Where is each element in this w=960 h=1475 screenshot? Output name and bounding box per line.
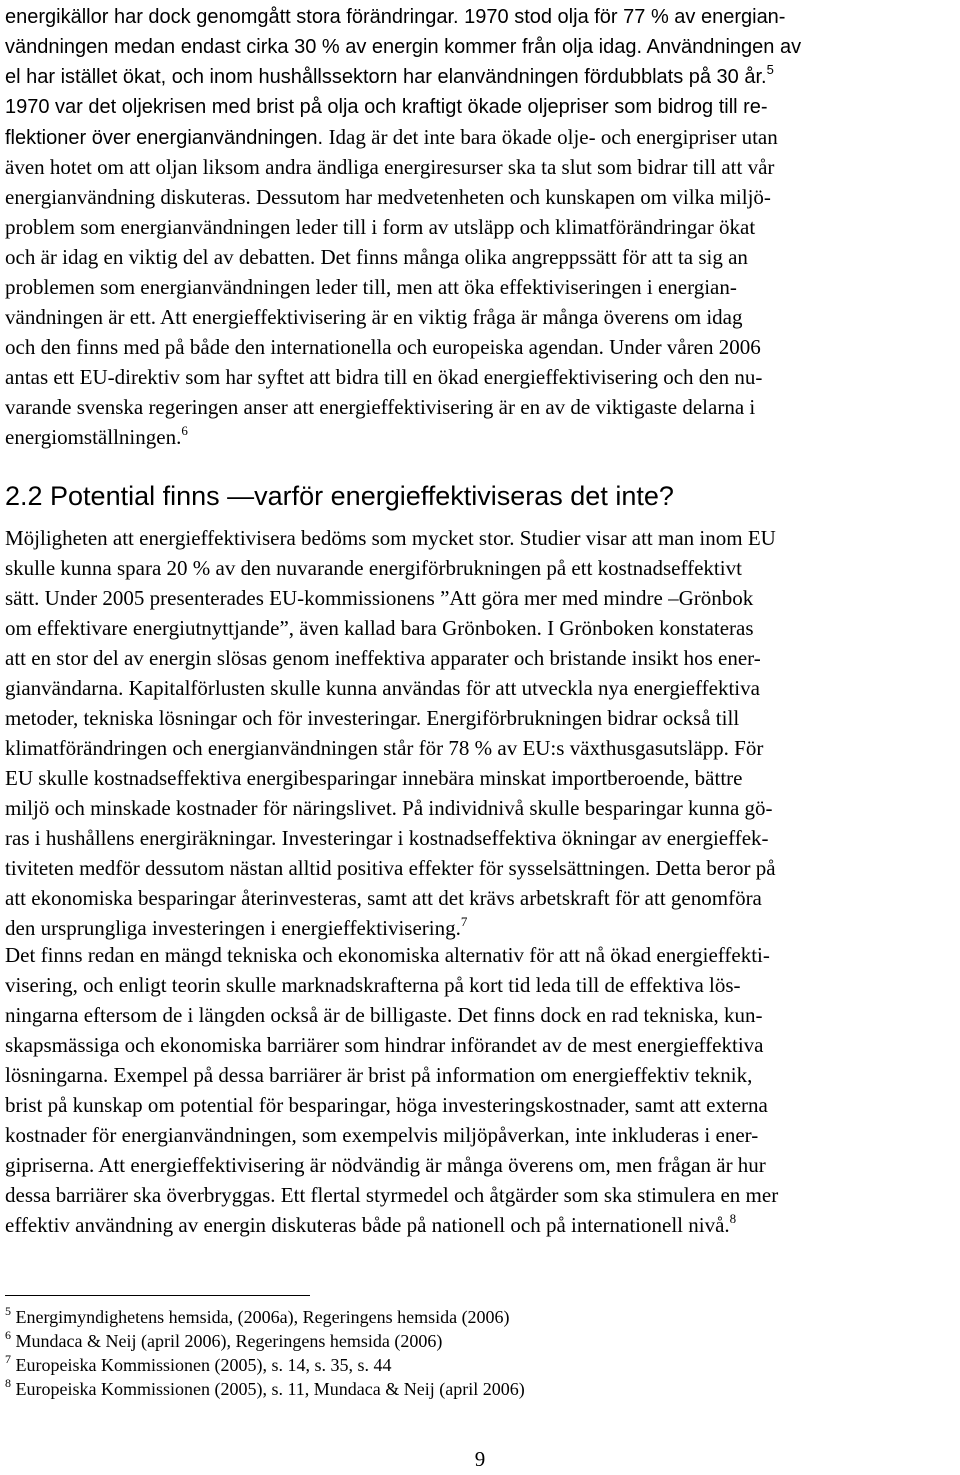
footnotes [5,1305,960,1401]
footnote-text: Europeiska Kommissionen (2005), s. 14, s. 35, s. 44 [15,1355,392,1375]
text-line: varande svenska regeringen anser att energieffektivisering är en av de viktigaste delarna i [5,395,756,419]
section-paragraph [5,523,960,943]
footnote-number: 8 [5,1376,11,1390]
text-line: brist på kunskap om potential för besparingar, höga investeringskostnader, samt att externa [5,1093,768,1117]
text-line [5,422,960,452]
footnote [5,1305,960,1329]
section-heading: 2.2 Potential finns —varför energieffektiviseras det inte? [5,481,674,511]
text-line: sätt. Under 2005 presenterades EU-kommissionens ”Att göra mer med mindre –Grönbok [5,586,754,610]
text-line: klimatförändringen och energianvändningen står för 78 % av EU:s växthusgasutsläpp. För [5,736,764,760]
footnote-text: Europeiska Kommissionen (2005), s. 11, Mundaca & Neij (april 2006) [15,1379,525,1399]
text-line: vändningen är ett. Att energieffektivisering är en viktig fråga är många överens om idag [5,305,743,329]
text-line: skulle kunna spara 20 % av den nuvarande energiförbrukningen på ett kostnadseffektivt [5,556,742,580]
text-segment: effektiv användning av energin diskuteras både på nationell och på internationell nivå. [5,1213,730,1237]
text-line: att ekonomiska besparingar återinvesteras, samt att det krävs arbetskraft för att genomföra [5,886,762,910]
text-line [5,62,960,92]
text-line: och är idag en viktig del av debatten. Det finns många olika angreppssätt för att ta sig an [5,245,748,269]
text-line: dessa barriärer ska överbryggas. Ett flertal styrmedel och åtgärder som ska stimulera en mer [5,1183,779,1207]
text-line: gipriserna. Att energieffektivisering är nödvändig är många överens om, men frågan är hur [5,1153,766,1177]
intro-paragraph [5,2,960,452]
text-line: energianvändning diskuteras. Dessutom har medvetenheten och kunskapen om vilka miljö- [5,185,771,209]
text-line: tiviteten medför dessutom nästan alltid positiva effekter för sysselsättningen. Detta beror på [5,856,776,880]
footnote [5,1353,960,1377]
text-line: lösningarna. Exempel på dessa barriärer är brist på information om energieffektiv teknik, [5,1063,753,1087]
paragraph-barriers [5,940,960,1240]
footnote [5,1377,960,1401]
text-line: gianvändarna. Kapitalförlusten skulle kunna användas för att utveckla nya energieffektiva [5,676,760,700]
footnote-ref: 8 [729,1211,737,1226]
text-line: vändningen medan endast cirka 30 % av energin kommer från olja idag. Användningen av [5,36,802,58]
text-segment: energiomställningen. [5,425,182,449]
page-number: 9 [474,1447,486,1471]
text-line: skapsmässiga och ekonomiska barriärer som hindrar införandet av de mest energieffektiva [5,1033,764,1057]
text-line [5,122,960,152]
text-line: Det finns redan en mängd tekniska och ekonomiska alternativ för att nå ökad energieffekti- [5,943,770,967]
text-line: 1970 var det oljekrisen med brist på olja och kraftigt ökade oljepriser som bidrog till re- [5,96,768,118]
text-line: Möjligheten att energieffektivisera bedöms som mycket stor. Studier visar att man inom EU [5,526,776,550]
footnote [5,1329,960,1353]
text-segment: Idag är det inte bara ökade olje- och energipriser utan [328,125,778,149]
text-line [5,913,960,943]
footnote-divider [5,1295,310,1296]
text-line: och den finns med på både den internationella och europeiska agendan. Under våren 2006 [5,335,761,359]
footnote-text: Energimyndighetens hemsida, (2006a), Regeringens hemsida (2006) [15,1307,510,1327]
text-line: miljö och minskade kostnader för näringslivet. På individnivå skulle besparingar kunna gö- [5,796,773,820]
footnote-number: 6 [5,1328,11,1342]
text-line: EU skulle kostnadseffektiva energibesparingar innebära minskat importberoende, bättre [5,766,743,790]
text-line: även hotet om att oljan liksom andra ändliga energiresurser ska ta slut som bidrar till att vår [5,155,775,179]
footnote-number: 5 [5,1304,11,1318]
text-line: problemen som energianvändningen leder till, men att öka effektiviseringen i energian- [5,275,737,299]
text-line: ras i hushållens energiräkningar. Investeringar i kostnadseffektiva ökningar av energieffek- [5,826,769,850]
footnote-text: Mundaca & Neij (april 2006), Regeringens hemsida (2006) [15,1331,443,1351]
text-line: om effektivare energiutnyttjande”, även kallad bara Grönboken. I Grönboken konstateras [5,616,754,640]
text-line: antas ett EU-direktiv som har syftet att bidra till en ökad energieffektivisering och den nu- [5,365,763,389]
text-line: energikällor har dock genomgått stora förändringar. 1970 stod olja för 77 % av energian- [5,6,786,28]
text-line: problem som energianvändningen leder till i form av utsläpp och klimatförändringar ökat [5,215,756,239]
text-segment: den ursprungliga investeringen i energieffektivisering. [5,916,461,940]
text-line: kostnader för energianvändningen, som exempelvis miljöpåverkan, inte inkluderas i ener- [5,1123,759,1147]
text-line [5,1210,960,1240]
footnote-ref: 7 [460,914,468,929]
footnote-number: 7 [5,1352,11,1366]
text-segment: flektioner över energianvändningen. [5,127,329,149]
footnote-ref: 5 [766,62,774,77]
text-line: ningarna eftersom de i längden också är de billigaste. Det finns dock en rad tekniska, kun- [5,1003,763,1027]
text-line: metoder, tekniska lösningar och för investeringar. Energiförbrukningen bidrar också till [5,706,740,730]
text-line: att en stor del av energin slösas genom ineffektiva apparater och bristande insikt hos ener- [5,646,761,670]
text-segment: el har istället ökat, och inom hushållssektorn har elanvändningen fördubblats på 30 år. [5,66,767,88]
footnote-ref: 6 [181,423,188,438]
text-line: visering, och enligt teorin skulle marknadskrafterna på kort tid leda till de effektiva lös- [5,973,741,997]
